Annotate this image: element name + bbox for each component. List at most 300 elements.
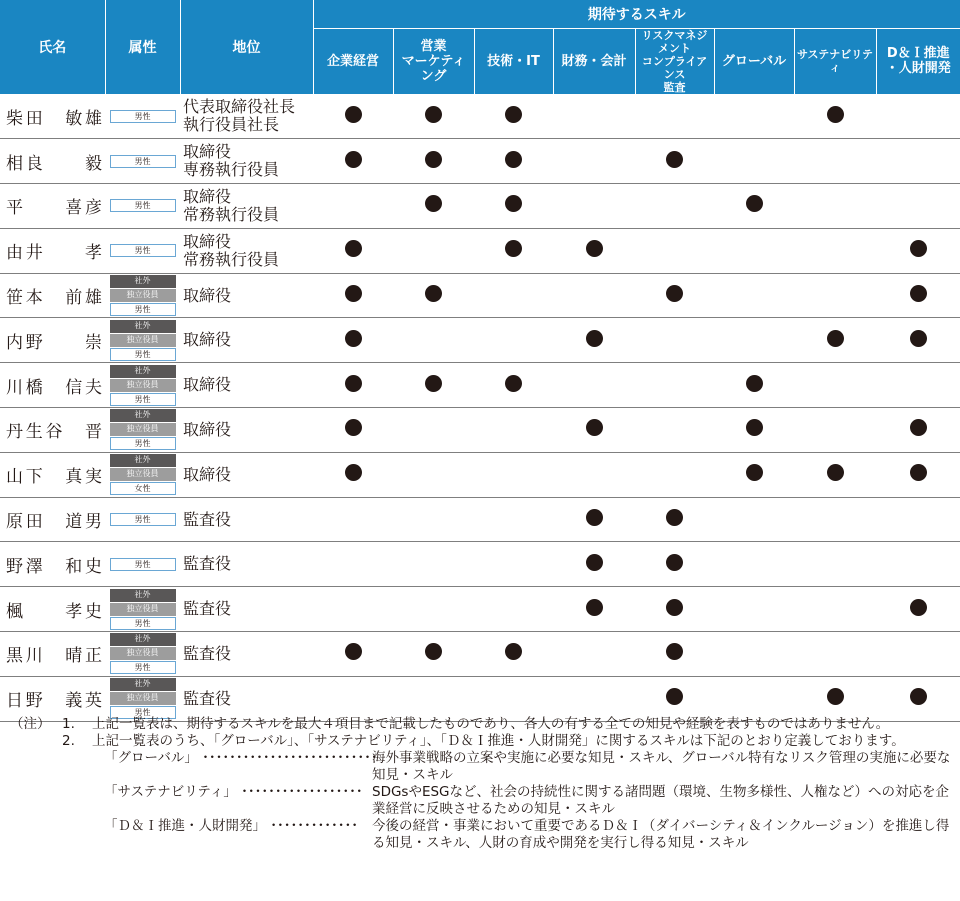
position-cell	[180, 408, 313, 453]
person-name: 日野 義英	[6, 691, 102, 712]
header-skill-line: リスクマネジメント	[641, 28, 708, 55]
attribute-badges	[105, 678, 180, 719]
note-item-1	[0, 716, 960, 733]
name-cell	[0, 94, 105, 139]
skill-dot	[505, 375, 522, 392]
skill-cell	[313, 228, 393, 273]
skill-cell	[876, 452, 960, 497]
skill-dot	[666, 643, 683, 660]
gender-badge: 女性	[110, 482, 176, 495]
note-text: 上記一覧表は、期待するスキルを最大４項目まで記載したものであり、各人の有する全ての知見や経験を表すものではありません。	[92, 716, 890, 732]
header-attribute: 属性	[105, 0, 180, 94]
skill-cell	[714, 587, 794, 632]
skill-cell	[714, 408, 794, 453]
skill-cell	[474, 497, 553, 542]
skill-cell	[714, 497, 794, 542]
skill-cell	[794, 273, 876, 318]
name-cell	[0, 273, 105, 318]
attribute-badges	[105, 320, 180, 361]
skill-cell	[393, 363, 474, 408]
skill-cell	[553, 497, 635, 542]
attribute-cell	[105, 408, 180, 453]
attribute-badges	[105, 589, 180, 630]
attribute-cell	[105, 228, 180, 273]
skill-cell	[393, 632, 474, 677]
skill-dot	[746, 419, 763, 436]
skill-cell	[794, 228, 876, 273]
skill-dot	[827, 688, 844, 705]
attribute-cell	[105, 587, 180, 632]
person-name: 野澤 和史	[6, 556, 102, 577]
skill-dot	[910, 240, 927, 257]
definition-di	[0, 818, 960, 852]
skill-cell	[313, 408, 393, 453]
skill-cell	[474, 363, 553, 408]
position-line: 取締役	[183, 464, 232, 484]
table-row	[0, 184, 960, 229]
header-position: 地位	[180, 0, 313, 94]
skill-cell	[313, 497, 393, 542]
attribute-badges	[105, 365, 180, 406]
skill-dot	[425, 151, 442, 168]
note-number: 2.	[62, 733, 75, 749]
skill-cell	[393, 318, 474, 363]
header-skill-3	[474, 28, 553, 94]
skill-cell	[794, 497, 876, 542]
attribute-cell	[105, 542, 180, 587]
skill-dot	[666, 151, 683, 168]
name-cell	[0, 497, 105, 542]
header-skill-line: 財務・会計	[561, 53, 627, 69]
gender-badge: 男性	[110, 706, 176, 719]
person-name: 山下 真実	[6, 467, 102, 488]
position-cell	[180, 363, 313, 408]
skill-dot	[586, 419, 603, 436]
attribute-badges	[105, 633, 180, 674]
skill-dot	[827, 464, 844, 481]
person-name: 平 喜彦	[6, 198, 102, 219]
skill-cell	[313, 452, 393, 497]
skill-cell	[635, 676, 714, 721]
skill-dot	[345, 375, 362, 392]
header-skill-line: 企業経営	[326, 53, 379, 69]
skill-cell	[794, 408, 876, 453]
skill-cell	[393, 452, 474, 497]
position-cell	[180, 228, 313, 273]
attribute-cell	[105, 318, 180, 363]
position-line: 専務執行役員	[183, 160, 280, 180]
table-body	[0, 94, 960, 721]
table-row	[0, 452, 960, 497]
skill-cell	[635, 94, 714, 139]
name-cell	[0, 363, 105, 408]
table-row	[0, 363, 960, 408]
position-line: 監査役	[183, 643, 232, 663]
skill-cell	[876, 94, 960, 139]
skill-dot	[505, 240, 522, 257]
skill-cell	[794, 363, 876, 408]
header-skill-7	[794, 28, 876, 94]
skill-cell	[313, 139, 393, 184]
attribute-cell	[105, 497, 180, 542]
skill-cell	[393, 94, 474, 139]
skill-cell	[474, 184, 553, 229]
skill-dot	[586, 599, 603, 616]
table-row	[0, 228, 960, 273]
skill-cell	[313, 94, 393, 139]
attribute-badges	[105, 244, 180, 257]
header-skill-line: ・人財開発	[885, 61, 951, 76]
skill-cell	[635, 273, 714, 318]
gender-badge: 男性	[110, 155, 176, 168]
gender-badge: 男性	[110, 437, 176, 450]
skill-cell	[794, 94, 876, 139]
skill-dot	[345, 106, 362, 123]
skill-dot	[425, 285, 442, 302]
skill-cell	[876, 497, 960, 542]
outside-badge: 社外	[110, 365, 176, 378]
gender-badge: 男性	[110, 558, 176, 571]
skill-cell	[635, 139, 714, 184]
skill-dot	[505, 195, 522, 212]
skill-cell	[794, 587, 876, 632]
table-row	[0, 587, 960, 632]
header-skill-line: 監査	[663, 80, 686, 94]
skill-dot	[345, 464, 362, 481]
outside-badge: 社外	[110, 320, 176, 333]
gender-badge: 男性	[110, 513, 176, 526]
attribute-cell	[105, 273, 180, 318]
skill-cell	[714, 363, 794, 408]
skill-dot	[910, 285, 927, 302]
outside-badge: 社外	[110, 678, 176, 691]
skill-dot	[425, 375, 442, 392]
skill-cell	[474, 273, 553, 318]
note-item-2	[0, 733, 960, 750]
independent-badge: 独立役員	[110, 423, 176, 436]
attribute-cell	[105, 139, 180, 184]
skill-cell	[313, 632, 393, 677]
notes-section	[0, 716, 960, 852]
skill-cell	[393, 587, 474, 632]
outside-badge: 社外	[110, 454, 176, 467]
skill-cell	[313, 676, 393, 721]
skill-cell	[876, 587, 960, 632]
skill-cell	[714, 228, 794, 273]
skill-cell	[474, 139, 553, 184]
skill-dot	[505, 151, 522, 168]
definition-description: 今後の経営・事業において重要であるＤ＆Ｉ（ダイバーシティ＆インクルージョン）を推進し得る知見・スキル、人財の育成や開発を実行し得る知見・スキル	[372, 818, 950, 851]
person-name: 内野 崇	[6, 332, 102, 353]
table-row	[0, 497, 960, 542]
person-name: 相良 毅	[6, 153, 102, 174]
person-name: 由井 孝	[6, 243, 102, 264]
skill-cell	[794, 676, 876, 721]
skill-cell	[474, 542, 553, 587]
table-row	[0, 632, 960, 677]
header-skill-8	[876, 28, 960, 94]
table-header	[0, 0, 960, 94]
skill-cell	[474, 676, 553, 721]
skill-cell	[313, 542, 393, 587]
skill-cell	[474, 632, 553, 677]
skill-cell	[635, 408, 714, 453]
skill-cell	[313, 184, 393, 229]
attribute-badges	[105, 155, 180, 168]
outside-badge: 社外	[110, 409, 176, 422]
gender-badge: 男性	[110, 661, 176, 674]
skill-cell	[393, 497, 474, 542]
position-cell	[180, 587, 313, 632]
header-skill-1	[313, 28, 393, 94]
attribute-cell	[105, 676, 180, 721]
attribute-badges	[105, 558, 180, 571]
skill-cell	[553, 542, 635, 587]
position-line: 取締役	[183, 419, 232, 439]
skill-cell	[876, 318, 960, 363]
skill-cell	[635, 318, 714, 363]
attribute-cell	[105, 632, 180, 677]
position-cell	[180, 139, 313, 184]
gender-badge: 男性	[110, 393, 176, 406]
header-skill-line: マーケティング	[401, 53, 466, 84]
position-cell	[180, 184, 313, 229]
position-cell	[180, 497, 313, 542]
skill-cell	[876, 228, 960, 273]
table-row	[0, 318, 960, 363]
skill-dot	[345, 643, 362, 660]
skill-dot	[586, 509, 603, 526]
person-name: 黒川 晴正	[6, 646, 102, 667]
skill-cell	[635, 587, 714, 632]
position-line: 監査役	[183, 688, 232, 708]
skill-dot	[586, 330, 603, 347]
skill-dot	[666, 688, 683, 705]
position-cell	[180, 676, 313, 721]
skill-cell	[553, 408, 635, 453]
table-row	[0, 408, 960, 453]
skill-dot	[666, 599, 683, 616]
position-line: 取締役	[183, 142, 232, 162]
skill-dot	[505, 106, 522, 123]
independent-badge: 独立役員	[110, 379, 176, 392]
skill-dot	[425, 195, 442, 212]
skill-cell	[876, 184, 960, 229]
position-line: 取締役	[183, 375, 232, 395]
skill-cell	[393, 542, 474, 587]
skill-dot	[505, 643, 522, 660]
skill-cell	[313, 273, 393, 318]
header-skill-line: サステナビリティ	[796, 48, 874, 74]
skill-cell	[714, 139, 794, 184]
person-name: 楓 孝史	[6, 601, 102, 622]
person-name: 笹本 前雄	[6, 288, 102, 309]
skill-cell	[553, 676, 635, 721]
skill-cell	[474, 587, 553, 632]
skill-dot	[910, 688, 927, 705]
definition-term: 「サステナビリティ」 ･･････････････････	[104, 784, 363, 800]
skill-cell	[313, 587, 393, 632]
skill-cell	[876, 408, 960, 453]
gender-badge: 男性	[110, 244, 176, 257]
skill-dot	[345, 285, 362, 302]
table-row	[0, 542, 960, 587]
header-skill-2	[393, 28, 474, 94]
header-skill-line: 営業	[420, 38, 447, 54]
name-cell	[0, 228, 105, 273]
skill-dot	[910, 599, 927, 616]
skill-dot	[746, 195, 763, 212]
skill-dot	[746, 375, 763, 392]
gender-badge: 男性	[110, 348, 176, 361]
skill-cell	[553, 363, 635, 408]
skill-dot	[425, 643, 442, 660]
skill-cell	[714, 318, 794, 363]
skill-cell	[474, 318, 553, 363]
skill-cell	[553, 139, 635, 184]
position-cell	[180, 542, 313, 587]
skill-dot	[345, 151, 362, 168]
skill-cell	[553, 228, 635, 273]
skill-dot	[666, 285, 683, 302]
independent-badge: 独立役員	[110, 289, 176, 302]
attribute-cell	[105, 452, 180, 497]
person-name: 柴田 敏雄	[6, 108, 102, 129]
skill-cell	[876, 273, 960, 318]
skill-cell	[474, 452, 553, 497]
attribute-cell	[105, 184, 180, 229]
attribute-cell	[105, 94, 180, 139]
skill-cell	[794, 139, 876, 184]
definition-description: SDGsやESGなど、社会の持続性に関する諸問題（環境、生物多様性、人権など）への対応を企業経営に反映させるための知見・スキル	[372, 784, 950, 817]
position-line: 常務執行役員	[183, 204, 280, 224]
independent-badge: 独立役員	[110, 647, 176, 660]
position-line: 取締役	[183, 285, 232, 305]
table-row	[0, 273, 960, 318]
position-cell	[180, 632, 313, 677]
position-line: 監査役	[183, 554, 232, 574]
skill-cell	[714, 542, 794, 587]
position-line: 執行役員社長	[183, 115, 280, 135]
independent-badge: 独立役員	[110, 692, 176, 705]
header-skill-line: グローバル	[721, 53, 787, 69]
header-skill-4	[553, 28, 635, 94]
name-cell	[0, 452, 105, 497]
skill-cell	[553, 184, 635, 229]
header-name: 氏名	[0, 0, 105, 94]
skill-cell	[635, 363, 714, 408]
skill-dot	[910, 419, 927, 436]
attribute-badges	[105, 454, 180, 495]
definition-term: 「Ｄ＆Ｉ推進・人財開発」 ･････････････	[104, 818, 359, 834]
position-cell	[180, 94, 313, 139]
name-cell	[0, 632, 105, 677]
skill-cell	[794, 184, 876, 229]
skill-cell	[393, 676, 474, 721]
skill-dot	[345, 240, 362, 257]
header-skill-line: 技術・IT	[487, 53, 540, 69]
skill-dot	[345, 330, 362, 347]
definition-sustainability	[0, 784, 960, 818]
person-name: 川橋 信夫	[6, 377, 102, 398]
skill-cell	[714, 94, 794, 139]
position-line: 取締役	[183, 330, 232, 350]
gender-badge: 男性	[110, 303, 176, 316]
skill-cell	[474, 228, 553, 273]
name-cell	[0, 408, 105, 453]
skill-cell	[474, 94, 553, 139]
skill-cell	[876, 676, 960, 721]
skill-cell	[794, 542, 876, 587]
name-cell	[0, 318, 105, 363]
header-skill-line: コンプライアンス	[641, 54, 708, 81]
skill-cell	[794, 452, 876, 497]
attribute-badges	[105, 275, 180, 316]
independent-badge: 独立役員	[110, 334, 176, 347]
skill-cell	[635, 542, 714, 587]
person-name: 丹生谷 晋	[6, 422, 102, 443]
position-line: 代表取締役社長	[183, 97, 296, 117]
position-line: 常務執行役員	[183, 249, 280, 269]
skill-cell	[553, 318, 635, 363]
skill-cell	[635, 184, 714, 229]
person-name: 原田 道男	[6, 512, 102, 533]
attribute-cell	[105, 363, 180, 408]
header-skills-group: 期待するスキル	[313, 0, 960, 28]
skill-cell	[794, 318, 876, 363]
skill-dot	[910, 330, 927, 347]
skill-cell	[714, 452, 794, 497]
skill-cell	[714, 184, 794, 229]
note-number: 1.	[62, 716, 75, 732]
position-line: 監査役	[183, 599, 232, 619]
independent-badge: 独立役員	[110, 468, 176, 481]
skill-cell	[313, 318, 393, 363]
outside-badge: 社外	[110, 633, 176, 646]
position-line: 監査役	[183, 509, 232, 529]
skill-cell	[714, 273, 794, 318]
name-cell	[0, 184, 105, 229]
skill-cell	[393, 408, 474, 453]
definition-term: 「グローバル」 ･･････････････････････････	[104, 750, 378, 766]
skill-dot	[827, 330, 844, 347]
skill-cell	[876, 139, 960, 184]
attribute-badges	[105, 513, 180, 526]
skill-cell	[393, 228, 474, 273]
skill-dot	[666, 509, 683, 526]
header-skill-line: D＆Ｉ推進	[886, 46, 950, 61]
name-cell	[0, 676, 105, 721]
note-text: 上記一覧表のうち、「グローバル」、「サステナビリティ」、「Ｄ＆Ｉ推進・人財開発」に関するスキルは下記のとおり定義しております。	[92, 733, 905, 749]
skill-cell	[876, 632, 960, 677]
skill-cell	[553, 452, 635, 497]
skill-cell	[714, 676, 794, 721]
name-cell	[0, 139, 105, 184]
skill-cell	[553, 94, 635, 139]
note-mark: （注）	[10, 716, 51, 732]
position-cell	[180, 452, 313, 497]
table-row	[0, 139, 960, 184]
attribute-badges	[105, 110, 180, 123]
skill-cell	[714, 632, 794, 677]
outside-badge: 社外	[110, 275, 176, 288]
skill-cell	[553, 587, 635, 632]
attribute-badges	[105, 199, 180, 212]
name-cell	[0, 542, 105, 587]
definition-description: 海外事業戦略の立案や実施に必要な知見・スキル、グローバル特有なリスク管理の実施に必要な知見・スキル	[372, 750, 951, 783]
attribute-badges	[105, 409, 180, 450]
position-line: 取締役	[183, 231, 232, 251]
